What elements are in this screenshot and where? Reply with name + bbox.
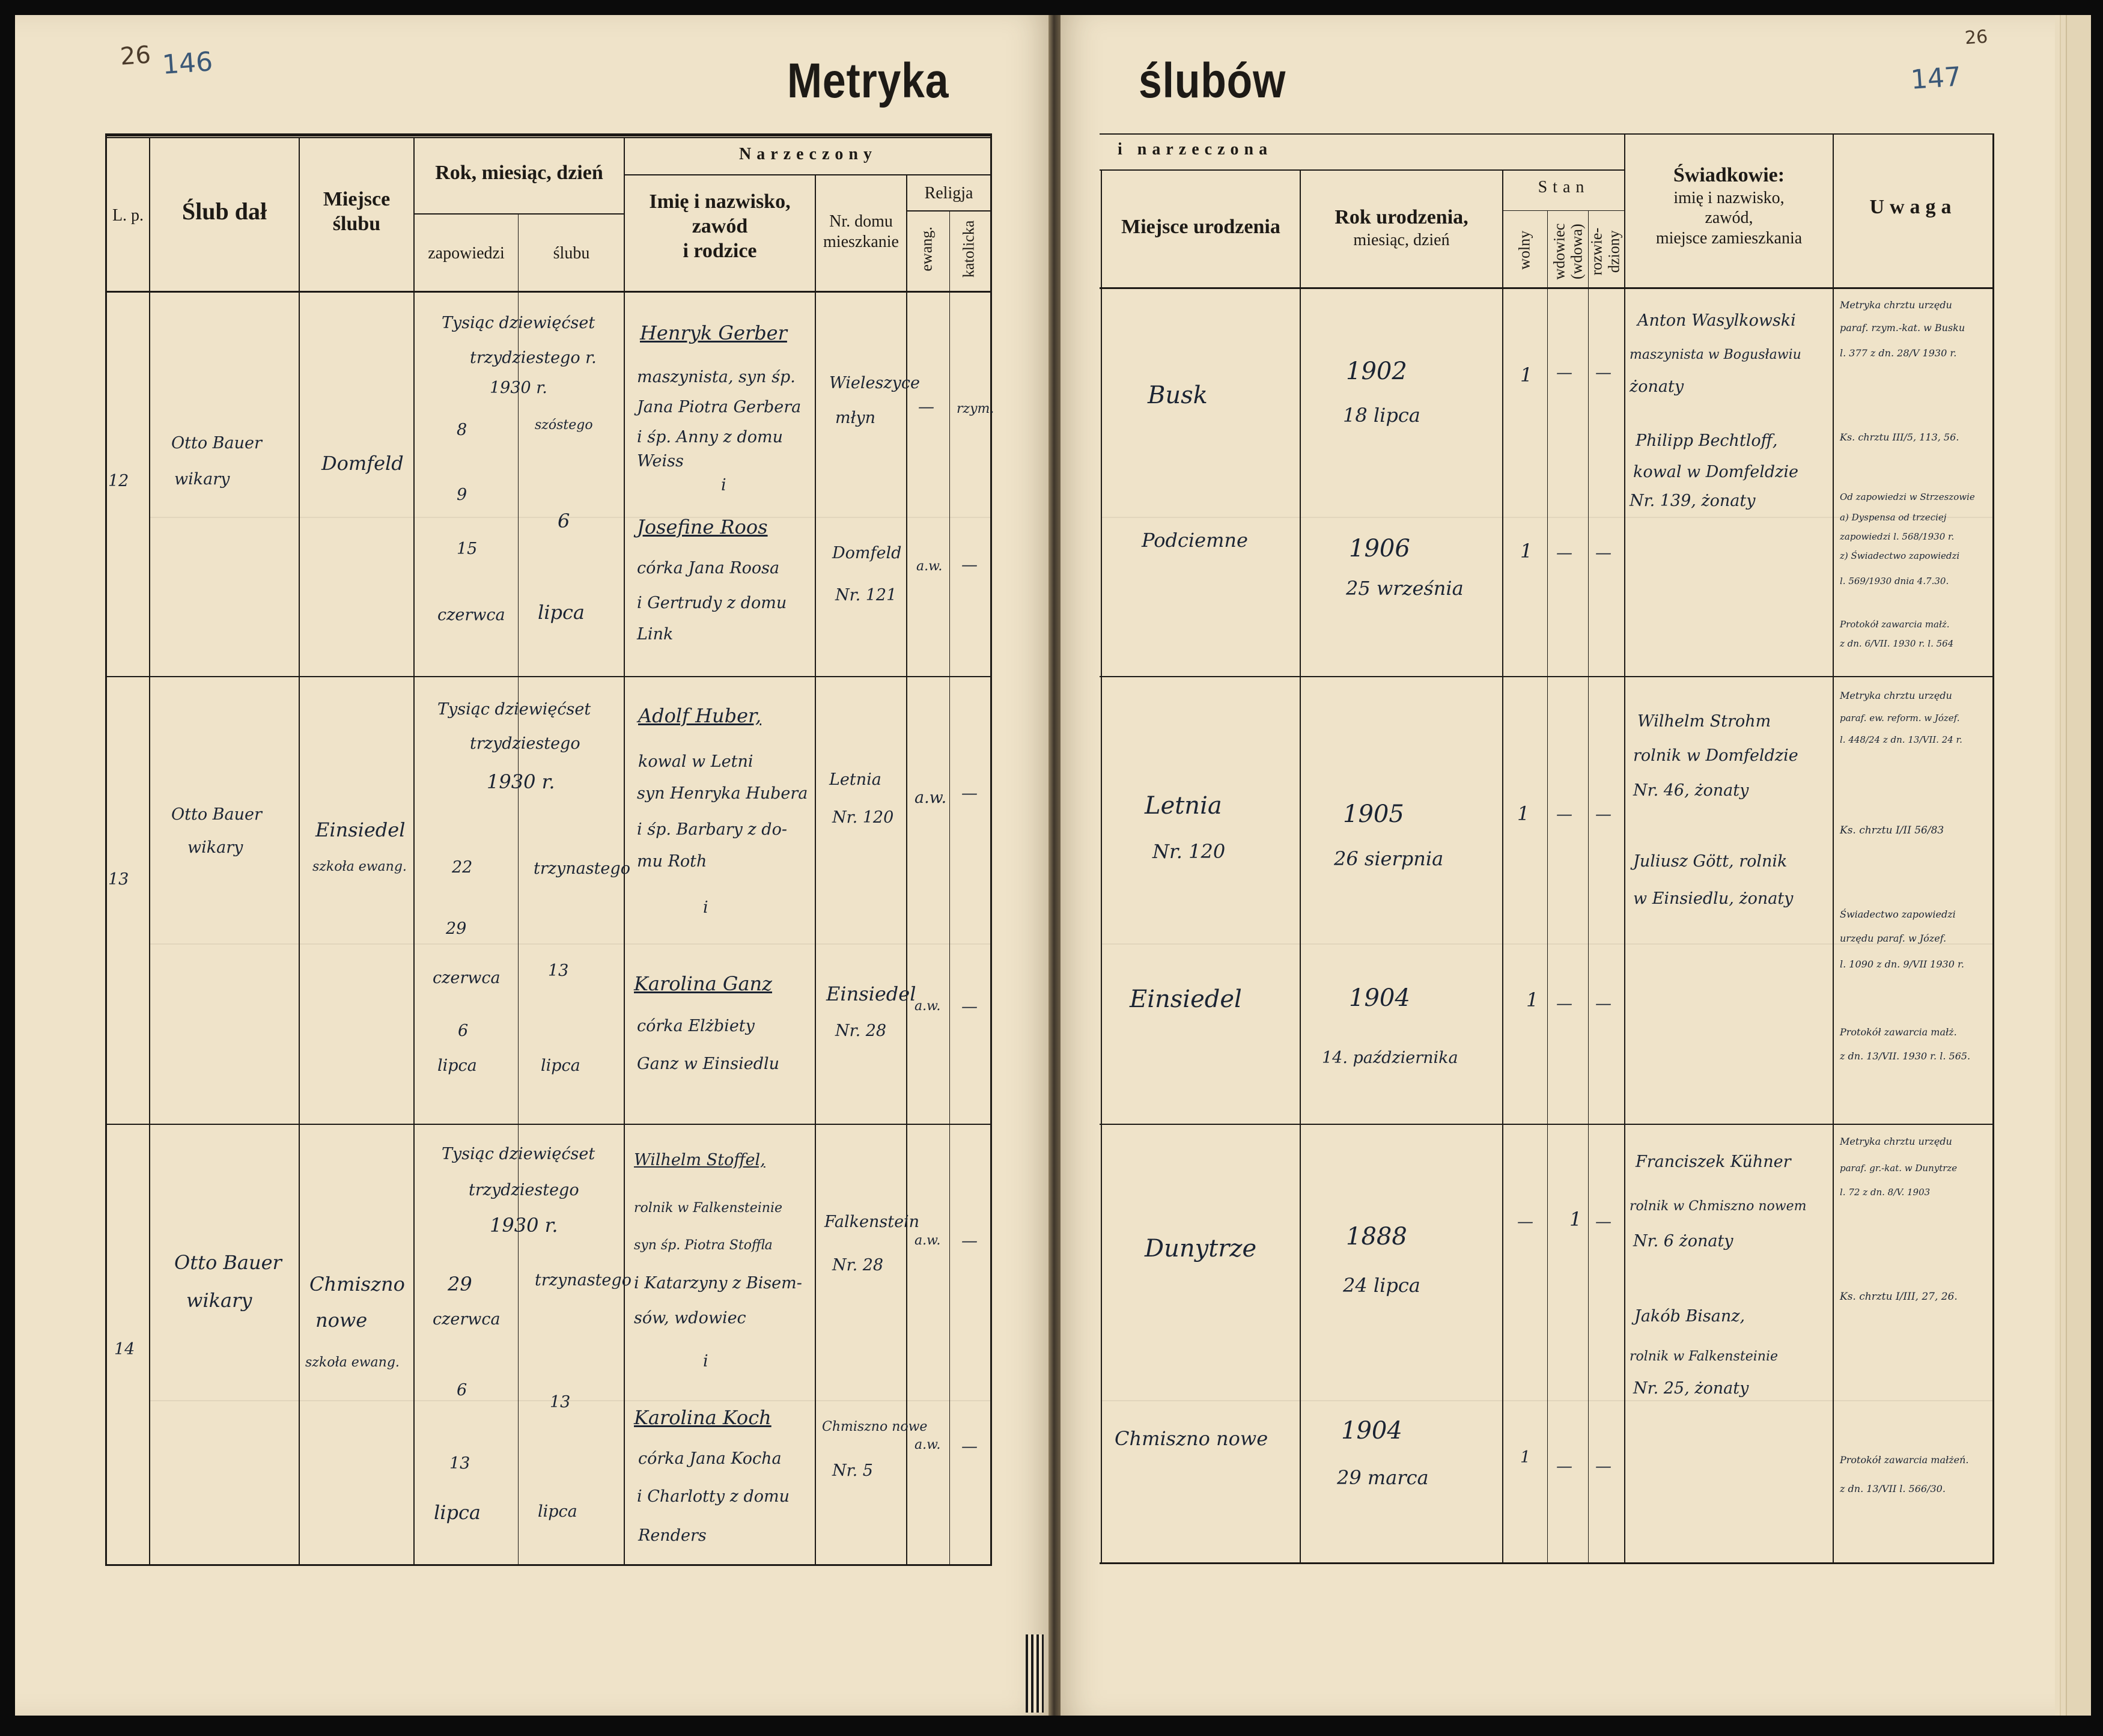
wedding-day-words: szóstego xyxy=(535,418,593,433)
groom-stan-wolny: 1 xyxy=(1520,364,1533,386)
title-right: ślubów xyxy=(1139,53,1286,108)
witness-2-name: Juliusz Gött, rolnik xyxy=(1633,852,1788,871)
witness-1-line-3: Nr. 46, żonaty xyxy=(1633,781,1749,800)
bride-line-2: córka Elżbiety xyxy=(637,1017,755,1035)
and-connector: i xyxy=(703,898,708,917)
bride-stan-wdowiec: — xyxy=(1556,994,1572,1013)
bride-name: Karolina Ganz xyxy=(634,972,772,995)
year-number: 1930 r. xyxy=(490,379,547,397)
header-lp: L. p. xyxy=(112,206,144,225)
header-uwaga: Uwaga xyxy=(1869,196,1957,218)
header-miejsce-urodzenia: Miejsce urodzenia xyxy=(1121,216,1280,238)
bride-birthplace: Chmiszno nowe xyxy=(1115,1427,1268,1450)
bride-birthplace: Einsiedel xyxy=(1130,985,1242,1013)
witness-1-line-3: Nr. 6 żonaty xyxy=(1633,1232,1733,1250)
wedding-day-words: trzynastego xyxy=(534,859,630,878)
header-nr-domu: Nr. domu mieszkanie xyxy=(823,212,899,251)
groom-ewang: — xyxy=(918,398,934,416)
note-line: z dn. 13/VII. 1930 r. l. 565. xyxy=(1840,1050,1971,1062)
groom-line-4: i śp. Barbary z do- xyxy=(637,820,787,839)
groom-kat: rzym. xyxy=(957,401,994,416)
year-number: 1930 r. xyxy=(487,770,555,793)
banns-month: czerwca xyxy=(433,969,501,987)
year-number: 1930 r. xyxy=(490,1214,558,1237)
bride-line-4: Renders xyxy=(638,1526,707,1545)
record-lp: 13 xyxy=(108,870,129,889)
bride-birth-date: 14. października xyxy=(1322,1049,1458,1067)
groom-birthplace: Busk xyxy=(1148,382,1208,409)
groom-house: Letnia xyxy=(829,770,881,789)
groom-kat: — xyxy=(961,1232,978,1250)
page-number-right: 147 xyxy=(1910,61,1962,96)
groom-ewang: a.w. xyxy=(915,1233,941,1248)
header-narzeczony: Narzeczony xyxy=(739,145,877,163)
groom-line-5: mu Roth xyxy=(637,852,707,871)
year-words-1: Tysiąc dziewięćset xyxy=(437,700,591,719)
banns-month: czerwca xyxy=(437,606,505,624)
wedding-place-2: nowe xyxy=(315,1309,368,1332)
witness-1-line-2: maszynista w Bogusławiu xyxy=(1630,347,1801,362)
bride-birthplace: Podciemne xyxy=(1142,529,1248,552)
title-left: Metryka xyxy=(787,53,949,108)
groom-birth-date: 18 lipca xyxy=(1343,404,1420,427)
groom-line-4: i śp. Anny z domu xyxy=(637,428,783,446)
header-i-narzeczona: i narzeczona xyxy=(1118,140,1273,159)
groom-name: Adolf Huber, xyxy=(638,704,761,727)
header-rok-urodzenia: Rok urodzenia, miesiąc, dzień xyxy=(1335,206,1468,249)
groom-line-3: Jana Piotra Gerbera xyxy=(637,398,802,416)
groom-house: Falkenstein xyxy=(824,1213,920,1231)
note-line: Ks. chrztu I/III, 27, 26. xyxy=(1840,1291,1958,1303)
record-lp: 14 xyxy=(114,1340,135,1359)
groom-stan-rozwiedziony: — xyxy=(1595,364,1611,382)
year-words-1: Tysiąc dziewięćset xyxy=(442,314,595,332)
bride-line-3: Ganz w Einsiedlu xyxy=(637,1055,780,1073)
book-gutter xyxy=(1048,15,1061,1716)
header-ewang: ewang. xyxy=(918,227,936,272)
bride-line-2: córka Jana Kocha xyxy=(638,1449,782,1468)
header-wdowiec: wdowiec (wdowa) xyxy=(1550,223,1585,280)
header-miejsce-slubu: Miejsce ślubu xyxy=(323,188,391,235)
bride-line-3: i Gertrudy z domu xyxy=(637,594,787,612)
banns-3: 15 xyxy=(457,540,478,558)
header-wolny: wolny xyxy=(1515,230,1533,270)
old-page-number-right: 26 xyxy=(1964,26,1989,49)
note-line: l. 1090 z dn. 9/VII 1930 r. xyxy=(1840,958,1964,970)
bride-stan-wolny: 1 xyxy=(1520,540,1533,562)
header-katolicka: katolicka xyxy=(960,220,978,278)
banns-1: 22 xyxy=(452,858,473,877)
groom-house: Wieleszyce xyxy=(829,374,920,392)
groom-kat: — xyxy=(961,784,978,803)
groom-line-5: sów, wdowiec xyxy=(634,1309,746,1327)
header-imie-nazwisko: Imię i nazwisko, zawód i rodzice xyxy=(649,190,791,262)
year-words-2: trzydziestego xyxy=(470,734,580,753)
and-connector: i xyxy=(703,1352,708,1371)
note-line: l. 448/24 z dn. 13/VII. 24 r. xyxy=(1840,734,1962,745)
bride-line-2: córka Jana Roosa xyxy=(637,559,780,577)
groom-house-2: Nr. 120 xyxy=(832,808,894,827)
note-line: z dn. 6/VII. 1930 r. l. 564 xyxy=(1840,638,1954,649)
groom-stan-rozwiedziony: — xyxy=(1595,805,1611,824)
bride-birth-year: 1904 xyxy=(1349,984,1410,1012)
bride-house-2: Nr. 121 xyxy=(835,586,897,605)
groom-line-5: Weiss xyxy=(637,452,684,471)
witness-2-line-2: w Einsiedlu, żonaty xyxy=(1633,889,1794,908)
note-line: Metryka chrztu urzędu xyxy=(1840,690,1952,701)
header-rozwiedziony: rozwie- dziony xyxy=(1587,227,1622,276)
witness-2-line-3: Nr. 139, żonaty xyxy=(1630,492,1756,510)
banns-1: 8 xyxy=(457,421,467,439)
note-line: z dn. 13/VII l. 566/30. xyxy=(1840,1483,1946,1494)
groom-birthplace: Dunytrze xyxy=(1145,1235,1257,1262)
note-line: Metryka chrztu urzędu xyxy=(1840,299,1952,311)
bride-birth-year: 1904 xyxy=(1341,1417,1402,1445)
bride-house-2: Nr. 28 xyxy=(835,1022,887,1040)
groom-stan-wdowiec: — xyxy=(1556,805,1572,824)
groom-birth-date: 26 sierpnia xyxy=(1334,847,1444,870)
note-line: paraf. gr.-kat. w Dunytrze xyxy=(1840,1163,1958,1174)
groom-house-2: młyn xyxy=(835,409,875,427)
groom-stan-rozwiedziony: — xyxy=(1595,1213,1611,1231)
old-page-number-left: 26 xyxy=(119,41,152,71)
wedding-place-2: szkoła ewang. xyxy=(312,859,407,874)
bride-name: Karolina Koch xyxy=(634,1406,772,1429)
header-rok-miesiac-dzien: Rok, miesiąc, dzień xyxy=(435,162,603,184)
year-words-2: trzydziestego r. xyxy=(470,349,597,367)
header-swiadkowie: Świadkowie: imię i nazwisko, zawód, miejsce zamieszkania xyxy=(1655,164,1803,248)
groom-birthplace-2: Nr. 120 xyxy=(1152,840,1226,863)
page-number-left: 146 xyxy=(161,46,214,81)
bride-line-4: Link xyxy=(637,625,674,644)
wedding-place-3: szkoła ewang. xyxy=(305,1355,400,1370)
witness-2-line-2: rolnik w Falkensteinie xyxy=(1630,1349,1779,1364)
groom-stan-wolny: 1 xyxy=(1517,802,1530,825)
witness-1-line-2: rolnik w Chmiszno nowem xyxy=(1630,1199,1807,1214)
witness-1-name: Franciszek Kühner xyxy=(1636,1153,1791,1171)
wedding-day-words: trzynastego xyxy=(535,1271,632,1290)
banns-month-2: lipca xyxy=(437,1056,477,1075)
page-edges xyxy=(2055,15,2091,1716)
groom-ewang: a.w. xyxy=(915,788,947,807)
note-line: Protokół zawarcia małż. xyxy=(1840,1026,1957,1038)
header-slub-dal: Ślub dał xyxy=(181,198,267,225)
note-line: Protokół zawarcia małż. xyxy=(1840,619,1950,630)
wedding-month: lipca xyxy=(538,1502,577,1521)
officiant-name: Otto Bauer xyxy=(171,434,262,452)
note-line: l. 72 z dn. 8/V. 1903 xyxy=(1840,1187,1931,1198)
witness-1-line-3: żonaty xyxy=(1630,377,1684,396)
record-lp: 12 xyxy=(108,472,129,490)
note-line: Ks. chrztu I/II 56/83 xyxy=(1840,824,1944,836)
bride-ewang: a.w. xyxy=(916,559,943,574)
bride-house: Einsiedel xyxy=(826,982,916,1005)
wedding-month: lipca xyxy=(538,601,585,624)
bride-stan-wdowiec: — xyxy=(1556,1457,1572,1476)
groom-birthplace: Letnia xyxy=(1145,792,1222,820)
groom-stan-wolny: — xyxy=(1517,1213,1533,1231)
year-words-2: trzydziestego xyxy=(469,1181,579,1199)
officiant-title: wikary xyxy=(186,1289,252,1312)
note-line: Metryka chrztu urzędu xyxy=(1840,1136,1952,1147)
header-religja: Religja xyxy=(924,184,973,203)
header-slubu: ślubu xyxy=(553,244,590,263)
note-line: zapowiedzi l. 568/1930 r. xyxy=(1840,531,1955,542)
groom-stan-wdowiec: — xyxy=(1556,364,1572,382)
note-line: paraf. rzym.-kat. w Busku xyxy=(1840,322,1965,333)
year-words-1: Tysiąc dziewięćset xyxy=(442,1145,595,1163)
witness-1-name: Anton Wasylkowski xyxy=(1637,311,1796,330)
groom-birth-year: 1888 xyxy=(1346,1223,1407,1250)
groom-line-3: syn Henryka Hubera xyxy=(637,784,808,803)
bride-name: Josefine Roos xyxy=(637,516,768,538)
bride-stan-rozwiedziony: — xyxy=(1595,1457,1611,1476)
officiant-name: Otto Bauer xyxy=(171,805,262,824)
note-line: a) Dyspensa od trzeciej xyxy=(1840,512,1947,523)
witness-2-name: Philipp Bechtloff, xyxy=(1636,431,1778,450)
bride-stan-wolny: 1 xyxy=(1526,988,1539,1011)
groom-line-4: i Katarzyny z Bisem- xyxy=(634,1274,802,1293)
note-line: Świadectwo zapowiedzi xyxy=(1840,909,1956,920)
bride-stan-wolny: 1 xyxy=(1520,1448,1531,1467)
witness-2-line-3: Nr. 25, żonaty xyxy=(1633,1379,1749,1398)
banns-2: 29 xyxy=(446,919,467,938)
bride-birth-year: 1906 xyxy=(1349,535,1410,562)
banns-2: 6 xyxy=(457,1381,467,1399)
groom-line-2: maszynista, syn śp. xyxy=(637,368,796,386)
groom-birth-year: 1902 xyxy=(1346,358,1407,385)
note-line: urzędu paraf. w Józef. xyxy=(1840,933,1947,944)
bride-kat: — xyxy=(961,1437,978,1456)
groom-stan-wdowiec: 1 xyxy=(1569,1208,1582,1231)
bride-house: Domfeld xyxy=(832,544,902,562)
witness-2-line-2: kowal w Domfeldzie xyxy=(1633,463,1798,481)
groom-name: Henryk Gerber xyxy=(640,321,787,344)
bride-line-3: i Charlotty z domu xyxy=(637,1487,790,1506)
banns-month: czerwca xyxy=(433,1310,501,1329)
banns-3: 13 xyxy=(449,1454,470,1473)
officiant-title: wikary xyxy=(174,470,230,489)
bride-house-2: Nr. 5 xyxy=(832,1461,873,1480)
note-line: Od zapowiedzi w Strzeszowie xyxy=(1840,492,1975,502)
banns-month-2: lipca xyxy=(434,1501,481,1524)
bride-birth-date: 29 marca xyxy=(1337,1466,1429,1489)
groom-birth-year: 1905 xyxy=(1343,800,1404,828)
wedding-month: lipca xyxy=(541,1056,580,1075)
bride-stan-rozwiedziony: — xyxy=(1595,994,1611,1013)
groom-house-2: Nr. 28 xyxy=(832,1256,884,1275)
note-line: Ks. chrztu III/5, 113, 56. xyxy=(1840,431,1959,443)
witness-1-line-2: rolnik w Domfeldzie xyxy=(1633,746,1798,765)
and-connector: i xyxy=(721,476,726,495)
groom-birth-date: 24 lipca xyxy=(1343,1274,1420,1297)
witness-1-name: Wilhelm Strohm xyxy=(1637,712,1771,731)
note-line: Protokół zawarcia małżeń. xyxy=(1840,1454,1969,1466)
bride-ewang: a.w. xyxy=(915,999,941,1014)
bride-stan-wdowiec: — xyxy=(1556,544,1572,562)
color-calibration-bars xyxy=(1026,1634,1044,1713)
bride-kat: — xyxy=(961,997,978,1016)
header-zapowiedzi: zapowiedzi xyxy=(428,244,505,263)
wedding-place: Einsiedel xyxy=(315,818,406,841)
bride-stan-rozwiedziony: — xyxy=(1595,544,1611,562)
groom-line-2: rolnik w Falkensteinie xyxy=(634,1201,783,1216)
banns-1: 29 xyxy=(448,1273,472,1296)
note-line: z) Świadectwo zapowiedzi xyxy=(1840,550,1960,561)
bride-house: Chmiszno nowe xyxy=(822,1419,928,1434)
groom-line-2: kowal w Letni xyxy=(638,752,753,771)
wedding-day: 6 xyxy=(558,510,570,532)
bride-birth-date: 25 września xyxy=(1346,577,1464,600)
wedding-day: 13 xyxy=(548,961,569,980)
officiant-name: Otto Bauer xyxy=(174,1251,282,1274)
bride-kat: — xyxy=(961,556,978,574)
banns-2: 9 xyxy=(457,486,467,504)
bride-ewang: a.w. xyxy=(915,1437,941,1452)
wedding-day: 13 xyxy=(550,1393,571,1412)
officiant-title: wikary xyxy=(187,838,243,857)
witness-2-name: Jakób Bisanz, xyxy=(1634,1307,1745,1326)
note-line: l. 377 z dn. 28/V 1930 r. xyxy=(1840,347,1957,359)
banns-3: 6 xyxy=(458,1022,469,1040)
groom-name: Wilhelm Stoffel, xyxy=(634,1151,765,1169)
header-stan: Stan xyxy=(1538,178,1590,196)
note-line: l. 569/1930 dnia 4.7.30. xyxy=(1840,576,1949,586)
wedding-place: Domfeld xyxy=(321,452,404,475)
wedding-place: Chmiszno xyxy=(309,1273,405,1296)
note-line: paraf. ew. reform. w Józef. xyxy=(1840,713,1960,723)
groom-line-3: syn śp. Piotra Stoffla xyxy=(634,1238,773,1253)
